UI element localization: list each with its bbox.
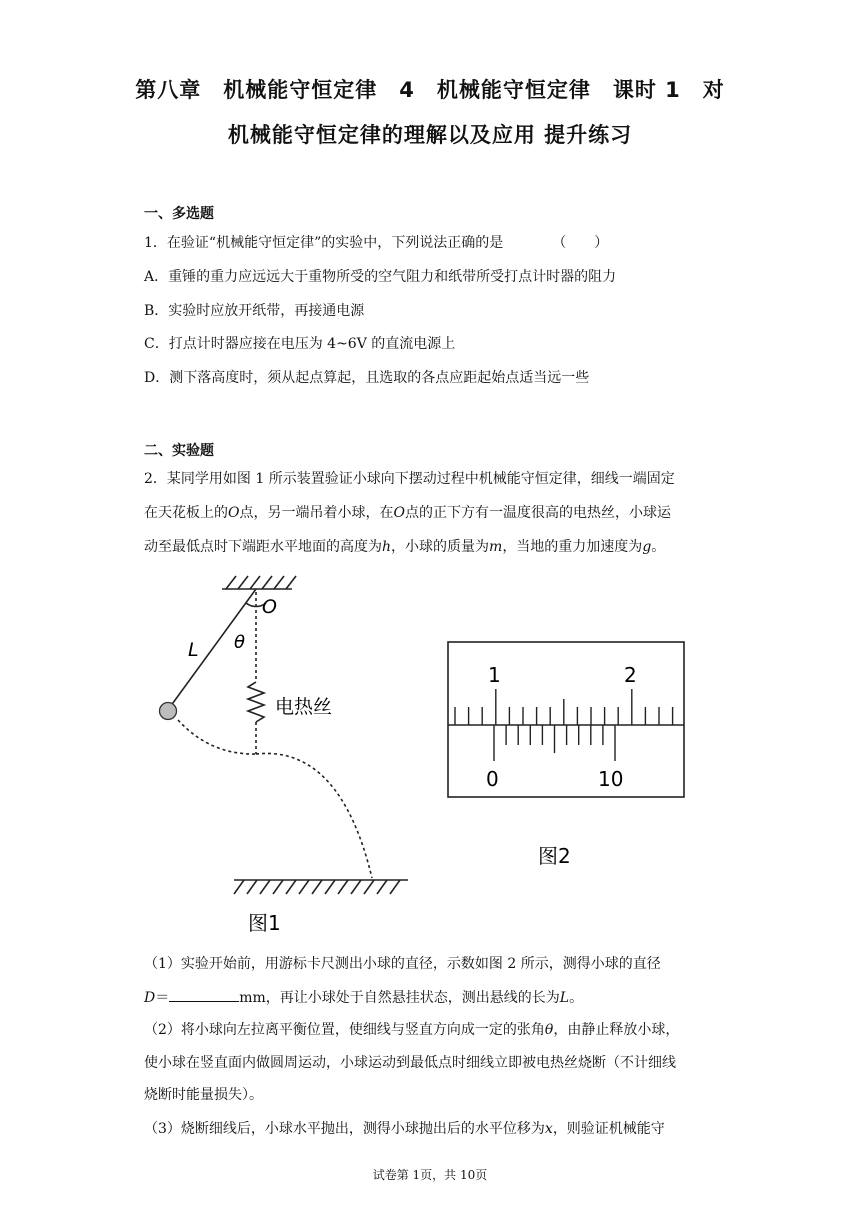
question-2-line-1: 2．某同学用如图 1 所示装置验证小球向下摆动过程中机械能守恒定律，细线一端固定 (144, 471, 675, 487)
question-2-line-2: 在天花板上的O点，另一端吊着小球，在O点的正下方有一温度很高的电热丝，小球运 (144, 505, 671, 521)
section-heading-multiple-choice: 一、多选题 (144, 206, 214, 222)
question-2-line-3: 动至最低点时下端距水平地面的高度为h，小球的质量为m，当地的重力加速度为g。 (144, 539, 666, 555)
vernier-label-0: 0 (486, 767, 499, 791)
option-d: D．测下落高度时，须从起点算起，且选取的各点应距起始点适当远一些 (144, 370, 590, 386)
figure-1-caption: 图1 (248, 911, 281, 935)
answer-blank[interactable] (169, 989, 239, 1002)
label-l: L (188, 639, 199, 661)
subquestion-1-line-1: （1）实验开始前，用游标卡尺测出小球的直径，示数如图 2 所示，测得小球的直径 (144, 956, 661, 972)
title-line-2: 机械能守恒定律的理解以及应用 提升练习 (227, 123, 633, 147)
ball (160, 703, 177, 720)
label-heater: 电热丝 (275, 696, 333, 718)
subquestion-1-line-2: D＝ mm，再让小球处于自然悬挂状态，测出悬线的长为L。 (144, 990, 584, 1006)
section-heading-experiment: 二、实验题 (144, 443, 214, 459)
subquestion-2-line-3: 烧断时能量损失）。 (144, 1087, 263, 1103)
figure-2-caption: 图2 (538, 844, 571, 868)
main-scale-label-2: 2 (624, 663, 637, 687)
page-footer: 试卷第 1页，共 10页 (372, 1168, 488, 1182)
vernier-label-10: 10 (598, 767, 624, 791)
option-a: A．重锤的重力应远远大于重物所受的空气阻力和纸带所受打点计时器的阻力 (144, 269, 617, 285)
subquestion-2-line-1: （2）将小球向左拉离平衡位置，使细线与竖直方向成一定的张角θ，由静止释放小球， (144, 1022, 680, 1038)
option-c: C．打点计时器应接在电压为 4~6V 的直流电源上 (144, 336, 456, 352)
option-b: B．实验时应放开纸带，再接通电源 (144, 303, 365, 319)
figure-1-pendulum-diagram (150, 570, 420, 940)
question-1-stem: 1．在验证“机械能守恒定律”的实验中，下列说法正确的是 （ ） (144, 235, 609, 251)
label-theta: θ (234, 632, 246, 653)
figure-2-vernier-caliper (440, 635, 700, 875)
main-scale-label-1: 1 (488, 663, 501, 687)
label-o: O (262, 596, 277, 618)
title-line-1: 第八章 机械能守恒定律 4 机械能守恒定律 课时 1 对 (135, 78, 725, 102)
subquestion-3-line-1: （3）烧断细线后，小球水平抛出，测得小球抛出后的水平位移为x，则验证机械能守 (144, 1121, 665, 1137)
subquestion-2-line-2: 使小球在竖直面内做圆周运动，小球运动到最低点时细线立即被电热丝烧断（不计细线 (144, 1055, 676, 1071)
